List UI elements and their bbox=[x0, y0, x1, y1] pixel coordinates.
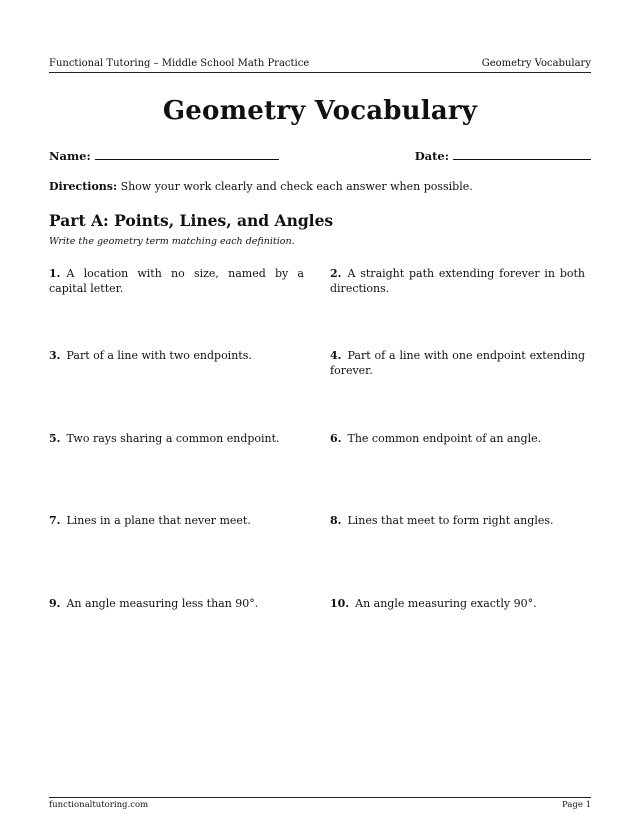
question-number: 5. bbox=[49, 432, 61, 445]
question-text: A location with no size, named by a capital letter. bbox=[49, 267, 304, 295]
question-number: 4. bbox=[330, 349, 342, 362]
directions-text: Show your work clearly and check each answer when possible. bbox=[120, 180, 473, 193]
question-text: Lines that meet to form right angles. bbox=[347, 514, 554, 527]
date-field[interactable] bbox=[415, 148, 591, 163]
question-text: Two rays sharing a common endpoint. bbox=[66, 432, 280, 445]
question-number: 7. bbox=[49, 514, 61, 527]
question-text: A straight path extending forever in both directions. bbox=[330, 267, 585, 295]
question-item bbox=[49, 596, 304, 611]
section-instruction: Write the geometry term matching each definition. bbox=[49, 236, 295, 247]
name-blank-line[interactable] bbox=[95, 148, 279, 160]
worksheet-page bbox=[49, 0, 591, 828]
question-text: The common endpoint of an angle. bbox=[347, 432, 542, 445]
question-text: Lines in a plane that never meet. bbox=[66, 514, 251, 527]
name-label: Name: bbox=[49, 149, 91, 163]
question-text: Part of a line with two endpoints. bbox=[66, 349, 252, 362]
footer-site-link[interactable]: functionaltutoring.com bbox=[49, 800, 149, 810]
question-number: 2. bbox=[330, 267, 342, 280]
header-right-text: Geometry Vocabulary bbox=[481, 58, 591, 69]
question-item bbox=[49, 348, 304, 363]
footer-rule bbox=[49, 797, 591, 798]
question-item bbox=[330, 431, 585, 446]
header-left-text: Functional Tutoring – Middle School Math Practice bbox=[49, 58, 310, 69]
page-number: Page 1 bbox=[562, 800, 591, 810]
question-number: 6. bbox=[330, 432, 342, 445]
date-label: Date: bbox=[414, 149, 449, 163]
running-header bbox=[49, 58, 591, 69]
name-field[interactable] bbox=[49, 148, 279, 163]
question-text: An angle measuring less than 90°. bbox=[66, 597, 259, 610]
question-number: 9. bbox=[49, 597, 61, 610]
page-footer bbox=[49, 800, 591, 810]
question-item bbox=[330, 596, 585, 611]
page-title: Geometry Vocabulary bbox=[162, 96, 478, 126]
question-number: 8. bbox=[330, 514, 342, 527]
question-number: 10. bbox=[330, 597, 350, 610]
question-item bbox=[49, 431, 304, 446]
question-item bbox=[49, 266, 304, 296]
date-blank-line[interactable] bbox=[453, 148, 591, 160]
question-item bbox=[49, 513, 304, 528]
header-rule bbox=[49, 72, 591, 73]
question-number: 1. bbox=[49, 267, 61, 280]
question-item bbox=[330, 266, 585, 296]
question-number: 3. bbox=[49, 349, 61, 362]
directions-label: Directions: bbox=[49, 180, 118, 193]
section-title: Part A: Points, Lines, and Angles bbox=[49, 211, 334, 230]
question-text: An angle measuring exactly 90°. bbox=[355, 597, 537, 610]
question-item bbox=[330, 348, 585, 378]
question-item bbox=[330, 513, 585, 528]
question-text: Part of a line with one endpoint extending forever. bbox=[330, 349, 585, 377]
directions bbox=[49, 180, 591, 193]
